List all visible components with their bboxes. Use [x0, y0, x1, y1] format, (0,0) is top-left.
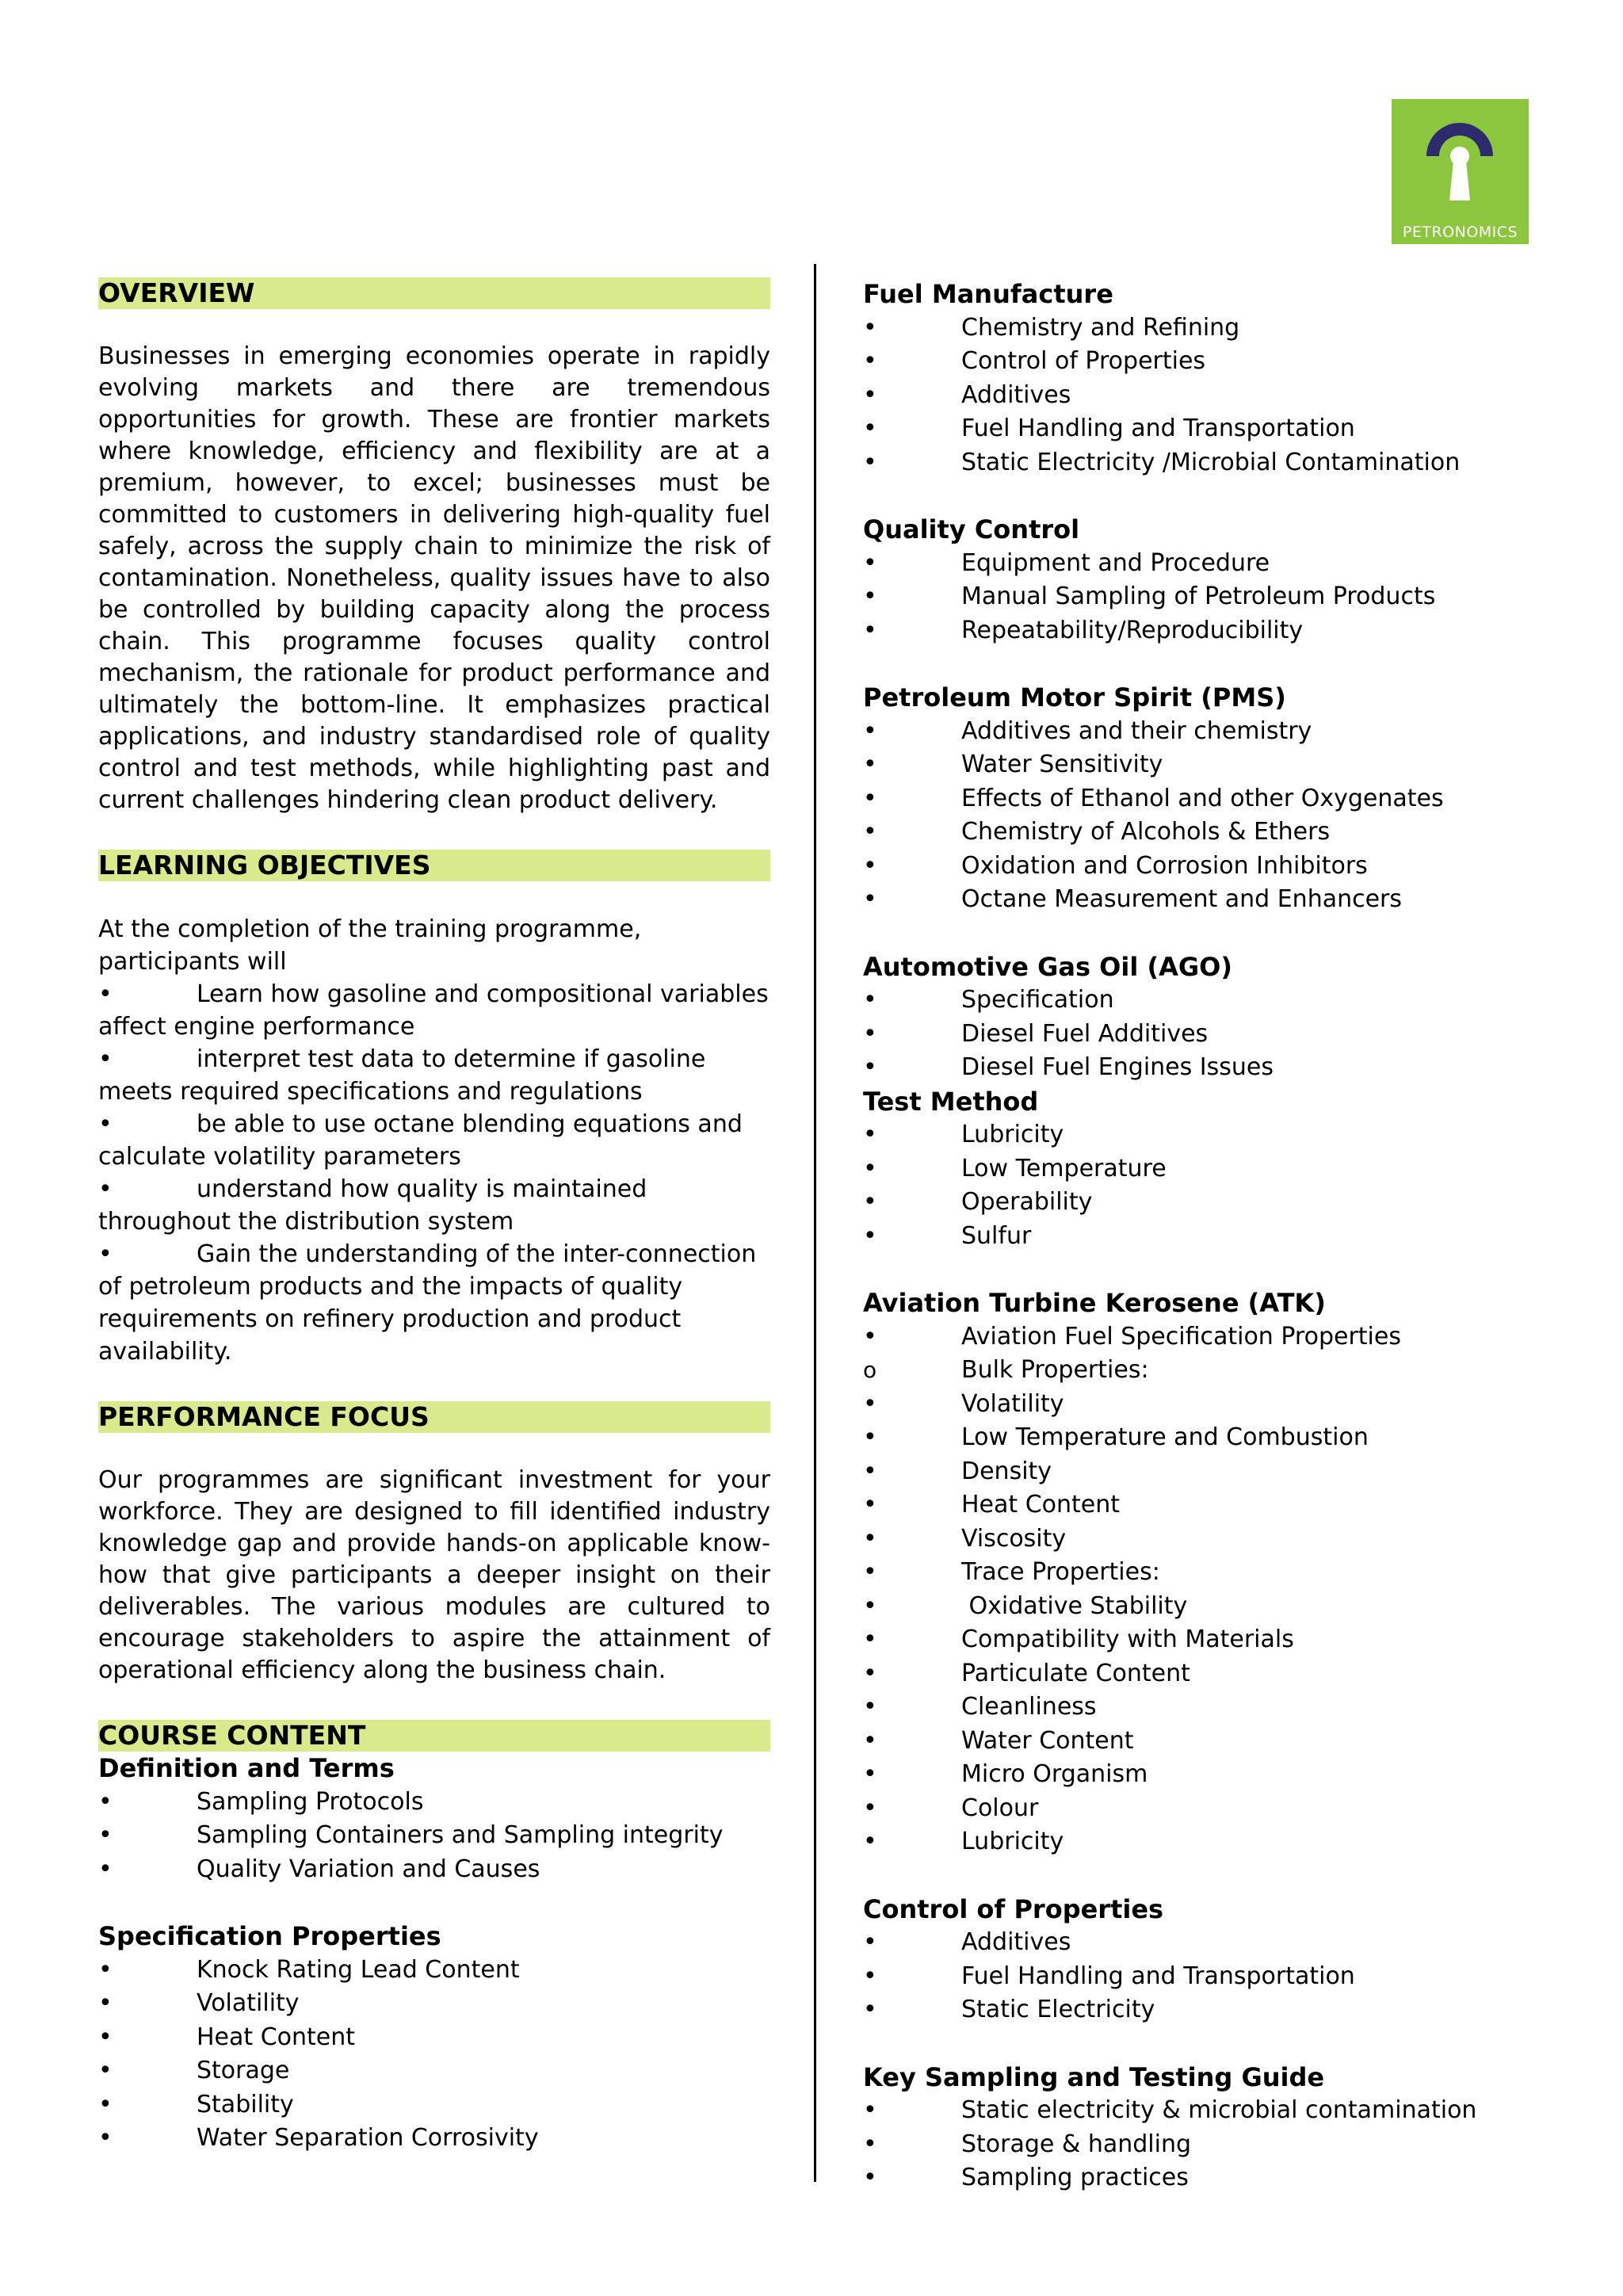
group-heading: Key Sampling and Testing Guide: [863, 2061, 1325, 2092]
list-item: • Density: [863, 1457, 1052, 1485]
bullet-list: [863, 1926, 1576, 2027]
learning-item: • understand how quality is maintained throughout the distribution system: [98, 1175, 647, 1236]
bullet-list: [863, 547, 1576, 648]
list-item: • Compatibility with Materials: [863, 1626, 1294, 1653]
list-item: • Viscosity: [863, 1524, 1067, 1553]
group-heading: Specification Properties: [98, 1921, 441, 1951]
overview-body: Businesses in emerging economies operate in rapidly evolving markets and there are tremendous opportunities for growth. These are frontier markets where knowledge, efficiency and flexibility are at a premium, however, to excel; businesses must be committed to customers in delivering high-quality fuel safely, across the supply chain to minimize the risk of contamination. Nonetheless, quality issues have to also be controlled by building capacity along the process chain. This programme focuses quality control mechanism, the rationale for product performance and ultimately the bottom-line. It emphasizes practical applications, and industry standardised role of quality control and test methods, while highlighting past and current challenges hindering clean product delivery.: [98, 342, 770, 814]
list-item: • Storage & handling: [863, 2130, 1192, 2158]
list-item: • Fuel Handling and Transportation: [863, 415, 1355, 442]
list-item: • Water Content: [863, 1726, 1134, 1755]
list-item: • Cleanliness: [863, 1693, 1097, 1721]
list-item: • Additives: [863, 1928, 1071, 1956]
list-item: • Low Temperature: [863, 1154, 1167, 1182]
list-item: • Static electricity & microbial contamination: [863, 2096, 1477, 2124]
right-column: [863, 277, 1576, 2195]
list-item: o Bulk Properties:: [863, 1356, 1149, 1384]
list-item: • Operability: [863, 1188, 1093, 1216]
group-heading: Fuel Manufacture: [863, 279, 1113, 309]
bullet-list: [863, 2094, 1576, 2195]
list-item: • Sampling Protocols: [98, 1787, 424, 1816]
list-item: • Chemistry and Refining: [863, 313, 1240, 342]
learning-intro: At the completion of the training programme, participants will: [98, 915, 642, 976]
bullet-list: [98, 1954, 770, 2156]
list-item: • Additives: [863, 380, 1071, 409]
learning-item: • Gain the understanding of the inter-connection of petroleum products and the impacts of quality requirements on refinery production and product availability.: [98, 1240, 757, 1366]
list-item: • Water Sensitivity: [863, 751, 1163, 778]
group-heading: Aviation Turbine Kerosene (ATK): [863, 1288, 1326, 1318]
list-item: • Effects of Ethanol and other Oxygenates: [863, 784, 1444, 812]
list-item: • Heat Content: [863, 1491, 1121, 1519]
list-item: • Specification: [863, 986, 1114, 1014]
list-item: • Quality Variation and Causes: [98, 1855, 540, 1883]
list-item: • Oxidation and Corrosion Inhibitors: [863, 851, 1368, 880]
list-item: • Manual Sampling of Petroleum Products: [863, 583, 1436, 610]
overview-heading: OVERVIEW: [98, 277, 770, 309]
list-item: • Static Electricity /Microbial Contamination: [863, 448, 1461, 476]
bullet-list: [98, 1786, 770, 1887]
list-item: • Diesel Fuel Additives: [863, 1019, 1209, 1048]
list-item: • Equipment and Procedure: [863, 548, 1270, 577]
list-item: • Stability: [98, 2090, 294, 2118]
list-item: • Aviation Fuel Specification Properties: [863, 1322, 1401, 1350]
logo-text: PETRONOMICS: [1402, 223, 1518, 241]
performance-body: Our programmes are significant investment for your workforce. They are designed to fill identified industry knowledge gap and provide hands-on applicable know-how that give participants a deeper insight on their deliverables. The various modules are cultured to encourage stakeholders to aspire the attainment of operational efficiency along the business chain.: [98, 1466, 770, 1684]
list-item: • Storage: [98, 2057, 290, 2084]
list-item: • Water Separation Corrosivity: [98, 2124, 539, 2152]
column-divider: [814, 264, 816, 2182]
left-column: [98, 277, 770, 2156]
course-content-heading: COURSE CONTENT: [98, 1720, 770, 1752]
bullet-list: [863, 311, 1576, 480]
list-item: • Sampling practices: [863, 2164, 1189, 2191]
list-item: • Diesel Fuel Engines Issues: [863, 1053, 1274, 1081]
list-item: • Colour: [863, 1794, 1039, 1822]
bullet-list: [863, 1118, 1576, 1253]
group-heading: Petroleum Motor Spirit (PMS): [863, 682, 1286, 712]
group-heading: Automotive Gas Oil (AGO): [863, 951, 1232, 982]
list-item: • Octane Measurement and Enhancers: [863, 885, 1403, 913]
bullet-list: [863, 984, 1576, 1085]
list-item: • Heat Content: [98, 2023, 356, 2051]
learning-item: • be able to use octane blending equations and calculate volatility parameters: [98, 1110, 743, 1171]
learning-item: • interpret test data to determine if gasoline meets required specifications and regulations: [98, 1045, 706, 1106]
list-item: • Micro Organism: [863, 1760, 1148, 1788]
petronomics-logo: [1392, 99, 1529, 244]
group-heading: Definition and Terms: [98, 1753, 395, 1783]
list-item: • Volatility: [98, 1989, 300, 2017]
list-item: • Trace Properties:: [863, 1558, 1160, 1586]
list-item: • Additives and their chemistry: [863, 716, 1312, 745]
list-item: • Low Temperature and Combustion: [863, 1423, 1369, 1451]
learning-item: • Learn how gasoline and compositional variables affect engine performance: [98, 980, 769, 1041]
group-heading: Control of Properties: [863, 1893, 1164, 1924]
list-item: • Fuel Handling and Transportation: [863, 1962, 1355, 1990]
performance-focus-heading: PERFORMANCE FOCUS: [98, 1401, 770, 1433]
group-heading: Test Method: [863, 1086, 1039, 1117]
list-item: • Chemistry of Alcohols & Ethers: [863, 818, 1331, 846]
bullet-list: [863, 1320, 1576, 1859]
list-item: • Static Electricity: [863, 1996, 1155, 2023]
list-item: • Volatility: [863, 1389, 1064, 1418]
list-item: • Control of Properties: [863, 347, 1206, 375]
list-item: • Knock Rating Lead Content: [98, 1955, 520, 1984]
bullet-list: [863, 715, 1576, 917]
list-item: • Lubricity: [863, 1121, 1064, 1148]
list-item: • Sampling Containers and Sampling integrity: [98, 1821, 724, 1849]
list-item: • Repeatability/Reproducibility: [863, 616, 1304, 644]
list-item: • Sulfur: [863, 1221, 1032, 1250]
keyhole-icon: [1392, 99, 1529, 244]
learning-objectives-heading: LEARNING OBJECTIVES: [98, 850, 770, 881]
list-item: • Lubricity: [863, 1828, 1064, 1855]
group-heading: Quality Control: [863, 514, 1080, 544]
list-item: • Particulate Content: [863, 1659, 1190, 1687]
list-item: • Oxidative Stability: [863, 1591, 1188, 1620]
